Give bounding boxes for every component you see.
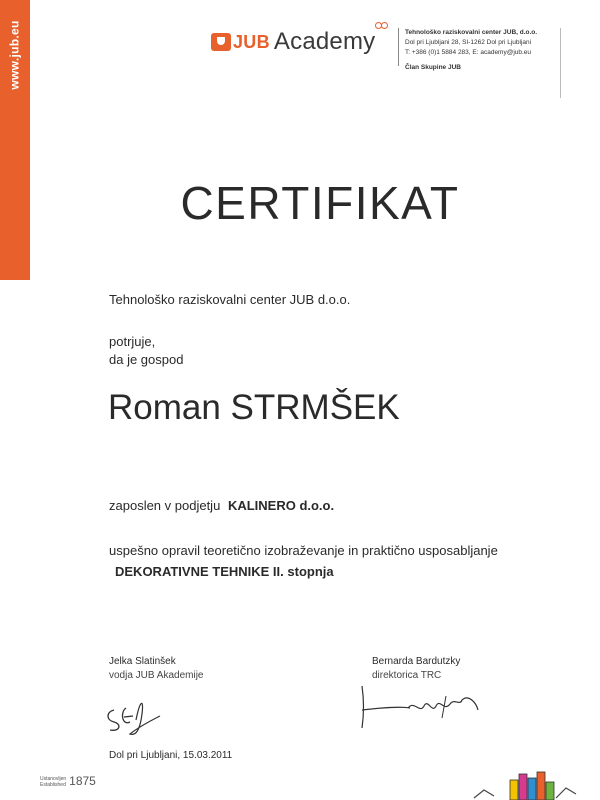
signatory-left-role: vodja JUB Akademije: [109, 670, 204, 681]
founded-year: 1875: [69, 774, 96, 788]
confirms-line-1: potrjuje,: [109, 334, 156, 349]
company-name: KALINERO d.o.o.: [227, 498, 335, 513]
signature-right: [372, 655, 460, 683]
contact-address: Dol pri Ljubljani 28, SI-1262 Dol pri Ljubljani: [405, 39, 532, 46]
founded-labels: [40, 776, 66, 788]
logo-jub-text: JUB: [233, 31, 270, 52]
confirms-line-2: da je gospod: [109, 352, 184, 367]
signature-right-scribble: [350, 680, 490, 740]
logo-rings-icon: [375, 22, 389, 32]
jub-logo-icon: [211, 33, 231, 51]
recipient-name: Roman STRMŠEK: [108, 388, 400, 427]
training-text: uspešno opravil teoretično izobraževanje in praktično usposabljanje: [109, 543, 498, 558]
logo-academy-text: Academy: [273, 28, 376, 55]
employment-line: [109, 498, 334, 513]
contact-phone: T: +386 (0)1 5884 283, E: academy@jub.eu: [405, 49, 532, 56]
side-url-text: www.jub.eu: [8, 20, 23, 90]
signatory-right-role: direktorica TRC: [372, 670, 442, 681]
training-level: DEKORATIVNE TEHNIKE II. stopnja: [115, 564, 334, 579]
contact-name: Tehnološko raziskovalni center JUB, d.o.o.: [405, 29, 538, 36]
training-block: [109, 540, 498, 582]
signature-left: [109, 655, 204, 683]
contact-divider: [398, 28, 399, 66]
confirms-text: [109, 333, 183, 369]
founded-label-1: Ustanovljen: [40, 776, 67, 782]
founded-mark: [40, 774, 96, 788]
signatory-right-name: Bernarda Bardutzky: [372, 656, 461, 667]
certificate-title: CERTIFIKAT: [180, 177, 460, 229]
issuing-organization: Tehnološko raziskovalni center JUB d.o.o.: [109, 292, 351, 307]
jub-academy-logo: [211, 28, 375, 56]
founded-label-2: Established: [40, 782, 66, 788]
contact-member: Član Skupine JUB: [405, 64, 461, 71]
place-and-date: Dol pri Ljubljani, 15.03.2011: [109, 750, 233, 761]
right-rule: [560, 28, 561, 98]
corner-graphic: [470, 768, 580, 800]
contact-block: [405, 28, 537, 73]
signatory-left-name: Jelka Slatinšek: [109, 656, 176, 667]
side-url: [0, 0, 30, 110]
signature-left-scribble: [100, 690, 180, 740]
employment-prefix: zaposlen v podjetju: [109, 498, 221, 513]
